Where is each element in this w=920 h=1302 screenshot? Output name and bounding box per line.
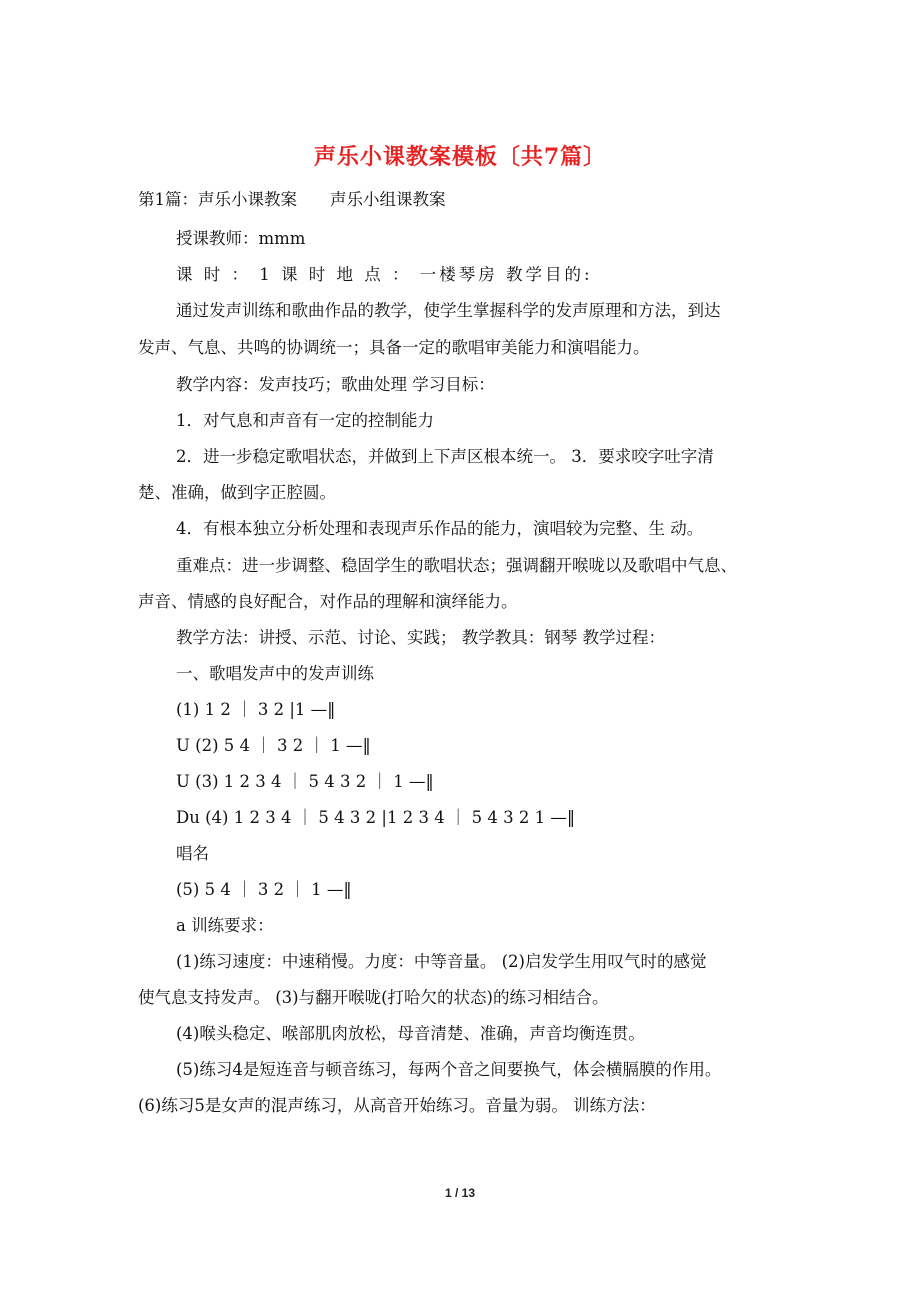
- list-item: 1．对气息和声音有一定的控制能力: [176, 411, 434, 430]
- paragraph-line: (5)练习4是短连音与顿音练习，每两个音之间要换气，体会横膈膜的作用。: [176, 1060, 722, 1079]
- class-info-line: 课 时 ： 1 课 时 地 点 ： 一楼琴房 教学目的:: [176, 265, 593, 284]
- list-item: 4．有根本独立分析处理和表现声乐作品的能力，演唱较为完整、生 动。: [176, 519, 704, 538]
- paragraph-line: (4)喉头稳定、喉部肌肉放松，母音清楚、准确，声音均衡连贯。: [176, 1024, 645, 1043]
- notation-line: U (2) 5 4 ｜ 3 2 ｜ 1 —‖: [176, 736, 371, 755]
- list-item-continued: 楚、准确，做到字正腔圆。: [138, 483, 336, 502]
- chapter-heading: 第1篇：声乐小课教案 声乐小组课教案: [138, 190, 446, 209]
- notation-label: 唱名: [176, 844, 209, 863]
- paragraph-line: (1)练习速度：中速稍慢。力度：中等音量。 (2)启发学生用叹气时的感觉: [176, 952, 707, 971]
- paragraph-line: 通过发声训练和歌曲作品的教学，使学生掌握科学的发声原理和方法，到达: [176, 301, 721, 320]
- section-heading: 一、歌唱发声中的发声训练: [176, 664, 374, 683]
- paragraph-line: 重难点：进一步调整、稳固学生的歌唱状态；强调翻开喉咙以及歌唱中气息、: [176, 556, 737, 575]
- paragraph-line: 教学内容：发声技巧；歌曲处理 学习目标：: [176, 375, 495, 394]
- subsection-heading: a 训练要求：: [176, 916, 274, 935]
- paragraph-line: 声音、情感的良好配合，对作品的理解和演绎能力。: [138, 592, 518, 611]
- notation-line: (1) 1 2 ｜ 3 2 |1 —‖: [176, 700, 336, 719]
- page-number: 1 / 13: [444, 1186, 476, 1200]
- paragraph-line: 使气息支持发声。 (3)与翻开喉咙(打哈欠的状态)的练习相结合。: [138, 988, 609, 1007]
- document-title: 声乐小课教案模板〔共7篇〕: [313, 144, 607, 170]
- notation-line: U (3) 1 2 3 4 ｜ 5 4 3 2 ｜ 1 —‖: [176, 772, 434, 791]
- notation-line: Du (4) 1 2 3 4 ｜ 5 4 3 2 |1 2 3 4 ｜ 5 4 3 2 1 —‖: [176, 808, 576, 827]
- paragraph-line: 发声、气息、共鸣的协调统一；具备一定的歌唱审美能力和演唱能力。: [138, 338, 650, 357]
- notation-line: (5) 5 4 ｜ 3 2 ｜ 1 —‖: [176, 880, 352, 899]
- paragraph-line: (6)练习5是女声的混声练习，从高音开始练习。音量为弱。 训练方法：: [138, 1096, 656, 1115]
- teacher-line: 授课教师：mmm: [176, 229, 306, 248]
- paragraph-line: 教学方法：讲授、示范、讨论、实践； 教学教具：钢琴 教学过程：: [176, 628, 665, 647]
- list-item: 2．进一步稳定歌唱状态，并做到上下声区根本统一。 3．要求咬字吐字清: [176, 447, 714, 466]
